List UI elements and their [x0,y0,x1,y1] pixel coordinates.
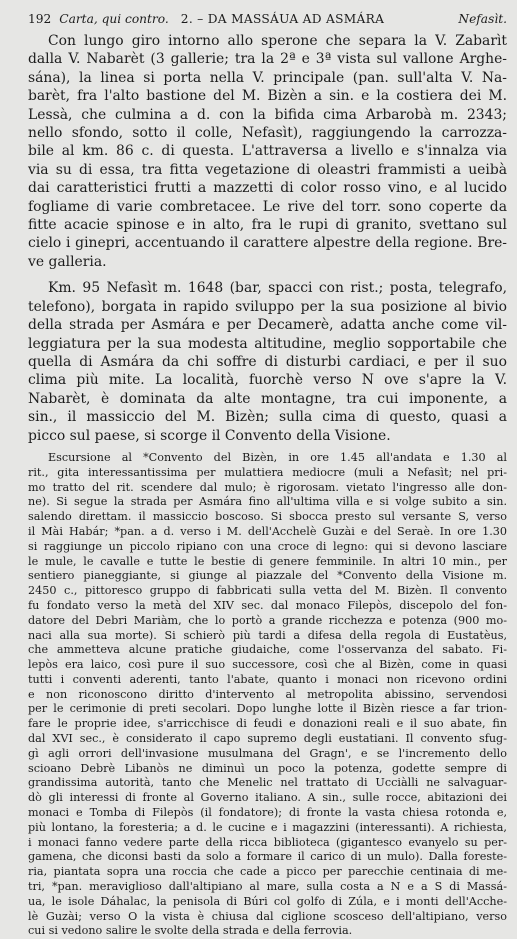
para1-line: via su di essa, tra fitta vegetazione di oleastri frammisti a ueibà [28,161,507,178]
para2-line: della strada per Asmára e per Decamerè, adatta anche come vil- [28,317,507,334]
excursion-paragraph [28,451,507,939]
excursion-line: gì agli orrori dell'invasione musulmana del Gragn', e se l'incremento dello [28,746,507,760]
para1-line: bile al km. 86 c. di questa. L'attraversa a livello e s'innalza via [28,143,507,160]
excursion-line: il Mài Habár; *pan. a d. verso i M. dell'Acchelè Guzài e del Seraè. In ore 1.30 [28,524,507,538]
para2-line: picco sul paese, si scorge il Convento della Visione. [28,427,391,444]
para1-line: nello sfondo, sotto il colle, Nefasìt), raggiungendo la carrozza- [28,125,507,142]
excursion-line: fare le proprie idee, s'arricchisce di feudi e donazioni reali e il suo abate, fin [28,717,507,731]
route-paragraph [28,32,507,271]
para1-line: fogliame di varie combretacee. Le rive del torr. sono coperte da [28,198,507,215]
running-header [28,12,507,32]
excursion-line: cui si vedono salire le svolte della strada e della ferrovia. [28,924,353,938]
excursion-line: monaci e Tomba di Filepòs (il fondatore); di fronte la vasta chiesa rotonda e, [28,806,507,820]
excursion-line: tutti i conventi aderenti, tanto l'abate, quanto i monaci non ricevono ordini [28,672,507,686]
page-number: 192 [28,12,52,26]
excursion-line: si raggiunge un piccolo ripiano con una croce di legno: qui si devono lasciare [28,539,507,553]
excursion-line: gamena, che diconsi basti da solo a formare il carico di un mulo). Dalla foreste- [28,850,507,864]
excursion-line: che ammetteva alcune pratiche giudaiche, come l'osservanza del sabato. Fi- [28,643,507,657]
excursion-line: salendo direttam. il massiccio boscoso. Si sbocca presto sul versante S, verso [28,510,507,524]
excursion-line: mo tratto del rit. scendere dal mulo; è rigorosam. vietato l'ingresso alle don- [28,480,507,494]
excursion-line: ne). Si segue la strada per Asmára fino all'ultima villa e si volge subito a sin. [28,495,507,509]
excursion-line: dal XVI sec., è considerato il capo supremo degli eustatiani. Il convento sfug- [28,732,507,746]
para1-line: Lessà, che culmina a d. con la bifida cima Arbarobà m. 2343; [28,106,507,123]
para1-line: ve galleria. [28,253,107,270]
excursion-line: e non riconoscono diritto d'intervento al metropolita abissino, servendosi [28,687,507,701]
excursion-line: rit., gita interessantissima per mulattiera mediocre (muli a Nefasìt; nel pri- [28,465,507,479]
para2-line: Nabarèt, è dominata da alte montagne, tra cui imponente, a [28,390,507,407]
para2-line: quella di Asmára da chi soffre di disturbi cardiaci, e per il suo [28,353,507,370]
para2-line: telefono), borgata in rapido sviluppo per la sua posizione al bivio [28,298,507,315]
excursion-line: ua, le isole Dáhalac, la penisola di Búri col golfo di Zúla, e i monti dell'Acche- [28,894,507,908]
para2-line: Km. 95 Nefasìt m. 1648 (bar, spacci con rist.; posta, telegrafo, [48,280,507,297]
para1-line: dai caratteristici frutti a mazzetti di color rosso vino, e al lucido [28,180,507,197]
para1-line: fitte acacie spinose e in alto, fra le rupi di granito, svettano sul [28,217,507,234]
para2-line: leggiatura per la sua modesta altitudine, meglio sopportabile che [28,335,507,352]
map-reference: Carta, qui contro. [59,12,169,26]
para2-line: sin., il massiccio del M. Bizèn; sulla cima di questo, quasi a [28,409,507,426]
excursion-line: scioano Debrè Libanòs ne diminuì un poco la potenza, godette sempre di [28,761,507,775]
excursion-line: i monaci fanno vedere parte della ricca biblioteca (gigantesco evanyelo su per- [28,835,507,849]
excursion-line: grandissima autorità, tanto che Menelic nel trattato di Ucciàlli ne salvaguar- [28,776,507,790]
para1-line: barèt, fra l'alto bastione del M. Bizèn a sin. e la costiera dei M. [28,88,507,105]
excursion-line: ria, piantata sopra una roccia che cade a picco per parecchie centinaia di me- [28,865,507,879]
excursion-line: per le cerimonie di preti secolari. Dopo lunghe lotte il Bizèn riesce a far trion- [28,702,507,716]
excursion-line: naci alla sua morte). Si schierò più tardi a difesa della regola di Eustatèus, [28,628,507,642]
excursion-line: Escursione al *Convento del Bizèn, in ore 1.45 all'andata e 1.30 al [48,450,507,464]
excursion-line: 2450 c., pittoresco gruppo di fabbricati sulla vetta del M. Bizèn. Il convento [28,584,507,598]
excursion-line: più lontano, la foresteria; a d. le cucine e i magazzini (interessanti). A richiesta, [28,820,507,834]
para1-line: dalla V. Nabarèt (3 gallerie; tra la 2ª e 3ª vista sul vallone Arghe- [28,51,507,68]
excursion-line: dò gli interessi di fronte al Governo italiano. A sin., sulle rocce, abitazioni dei [28,791,507,805]
para1-line: sána), la linea si porta nella V. principale (pan. sull'alta V. Na- [28,69,507,86]
excursion-line: le mule, le cavalle e tutte le bestie di genere femminile. In altri 10 min., per [28,554,507,568]
para1-line: Con lungo giro intorno allo sperone che separa la V. Zabarìt [48,33,507,49]
excursion-line: datore del Debri Mariàm, che lo portò a grande ricchezza e potenza (900 mo- [28,613,507,627]
place-heading: Nefasìt. [458,12,507,26]
excursion-line: lè Guzài; verso O la vista è chiusa dal ciglione scosceso dell'altipiano, verso [28,909,507,923]
nefasit-paragraph [28,279,507,445]
excursion-line: sentiero pianeggiante, si giunge al piazzale del *Convento della Visione m. [28,569,507,583]
excursion-line: tri, *pan. meraviglioso dall'altipiano al mare, sulla costa a N e a S di Massá- [28,880,507,894]
chapter-title: 2. – DA MASSÁUA AD ASMÁRA [180,12,385,26]
para1-line: cielo i ginepri, accentuando il carattere alpestre della regione. Bre- [28,235,507,252]
excursion-line: lepòs era laico, così pure il suo successore, così che al Bizèn, come in quasi [28,658,507,672]
para2-line: clima più mite. La località, fuorchè verso N ove s'apre la V. [28,372,507,389]
excursion-line: fu fondato verso la metà del XIV sec. dal monaco Filepòs, discepolo del fon- [28,598,507,612]
